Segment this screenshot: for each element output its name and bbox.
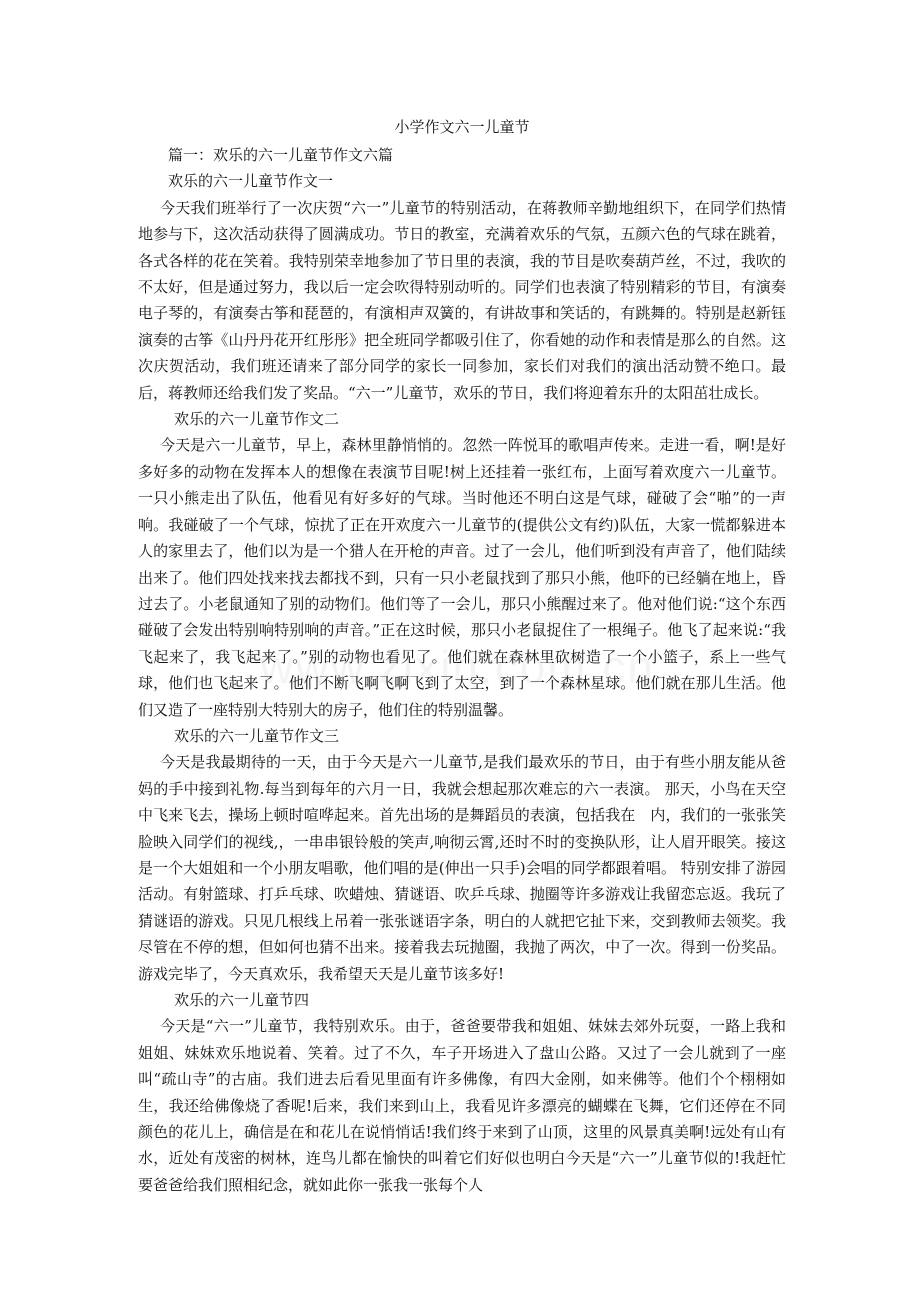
essay-body-1: 今天我们班举行了一次庆贺“六一”儿童节的特别活动，在蒋教师辛勤地组织下，在同学们热情地参与下，这次活动获得了圆满成功。节日的教室，充满着欢乐的气氛，五颜六色的气球在跳着，各式各样的花在笑着。我特别荣幸地参加了节日里的表演，我的节目是吹奏葫芦丝，不过，我吹的不太好，但是通过努力，我以后一定会吹得特别动听的。同学们也表演了特别精彩的节目，有演奏电子琴的，有演奏古筝和琵琶的，有演相声双簧的，有讲故事和笑话的，有跳舞的。特别是赵新钰演奏的古筝《山丹丹花开红彤彤》把全班同学都吸引住了，你看她的动作和表情是那么的自然。这次庆贺活动，我们班还请来了部分同学的家长一同参加，家长们对我们的演出活动赞不绝口。最后，蒋教师还给我们发了奖品。“六一”儿童节，欢乐的节日，我们将迎着东升的太阳茁壮成长。 bbox=[138, 198, 786, 402]
document-title: 小学作文六一儿童节 bbox=[394, 118, 530, 136]
essay-heading-4: 欢乐的六一儿童节四 bbox=[174, 991, 310, 1009]
essay-heading-1: 欢乐的六一儿童节作文一 bbox=[168, 172, 334, 191]
essay-body-2: 今天是六一儿童节，早上，森林里静悄悄的。忽然一阵悦耳的歌唱声传来。走进一看，啊!是好多好多的动物在发挥本人的想像在表演节目呢!树上还挂着一张红布，上面写着欢度六一儿童节。一只小熊走出了队伍，他看见有好多好的气球。当时他还不明白这是气球，碰破了会“啪”的一声响。我碰破了一个气球，惊扰了正在开欢度六一儿童节的(提供公文有约)队伍，大家一慌都躲进本人的家里去了，他们以为是一个猎人在开枪的声音。过了一会儿，他们听到没有声音了，他们陆续出来了。他们四处找来找去都找不到，只有一只小老鼠找到了那只小熊，他吓的已经躺在地上，昏过去了。小老鼠通知了别的动物们。他们等了一会儿，那只小熊醒过来了。他对他们说:“这个东西碰破了会发出特别响特别响的声音。”正在这时候，那只小老鼠捉住了一根绳子。他飞了起来说:“我飞起来了，我飞起来了。”别的动物也看见了。他们就在森林里砍树造了一个小篮子，系上一些气球，他们也飞起来了。他们不断飞啊飞啊飞到了太空，到了一个森林星球。他们就在那儿生活。他们又造了一座特别大特别大的房子，他们住的特别温馨。 bbox=[138, 436, 786, 719]
section-title: 篇一：欢乐的六一儿童节作文六篇 bbox=[168, 146, 394, 164]
essay-body-4: 今天是“六一”儿童节，我特别欢乐。由于，爸爸要带我和姐姐、妹妹去郊外玩耍，一路上我和姐姐、妹妹欢乐地说着、笑着。过了不久，车子开场进入了盘山公路。又过了一会儿就到了一座叫“疏山寺”的古庙。我们进去后看见里面有许多佛像，有四大金刚，如来佛等。他们个个栩栩如生，我还给佛像烧了香呢!后来，我们来到山上，我看见许多漂亮的蝴蝶在飞舞，它们还停在不同颜色的花儿上，确信是在和花儿在说悄悄话!我们终于来到了山顶，这里的风景真美啊!远处有山有水，近处有茂密的树林，连鸟儿都在愉快的叫着它们好似也明白今天是“六一”儿童节似的!我赶忙要爸爸给我们照相纪念，就如此你一张我一张每个人 bbox=[138, 1017, 786, 1194]
essay-body-3: 今天是我最期待的一天，由于今天是六一儿童节,是我们最欢乐的节日，由于有些小朋友能从爸妈的手中接到礼物.每当到每年的六月一日，我就会想起那次难忘的六一表演。 那天，小鸟在天空中飞来飞去，操场上顿时喧哗起来。首先出场的是舞蹈员的表演，包括我在 内，我们的一张张笑脸映入同学们的视线,，一串串银铃般的笑声,响彻云霄,还时不时的变换队形，让人眉开眼笑。接这是一个大姐姐和一个小朋友唱歌，他们唱的是(伸出一只手)会唱的同学都跟着唱。 特别安排了游园活动。有射篮球、打乒乓球、吹蜡烛、猜谜语、吹乒乓球、抛圈等许多游戏让我留恋忘返。我玩了猜谜语的游戏。只见几根线上吊着一张张谜语字条，明白的人就把它扯下来，交到教师去领奖。我尽管在不停的想，但如何也猜不出来。接着我去玩抛圈，我抛了两次，中了一次。得到一份奖品。游戏完毕了，今天真欢乐，我希望天天是儿童节该多好! bbox=[138, 753, 786, 983]
essay-heading-2: 欢乐的六一儿童节作文二 bbox=[174, 410, 340, 429]
essay-heading-3: 欢乐的六一儿童节作文三 bbox=[174, 726, 340, 745]
document-page bbox=[138, 112, 786, 1198]
